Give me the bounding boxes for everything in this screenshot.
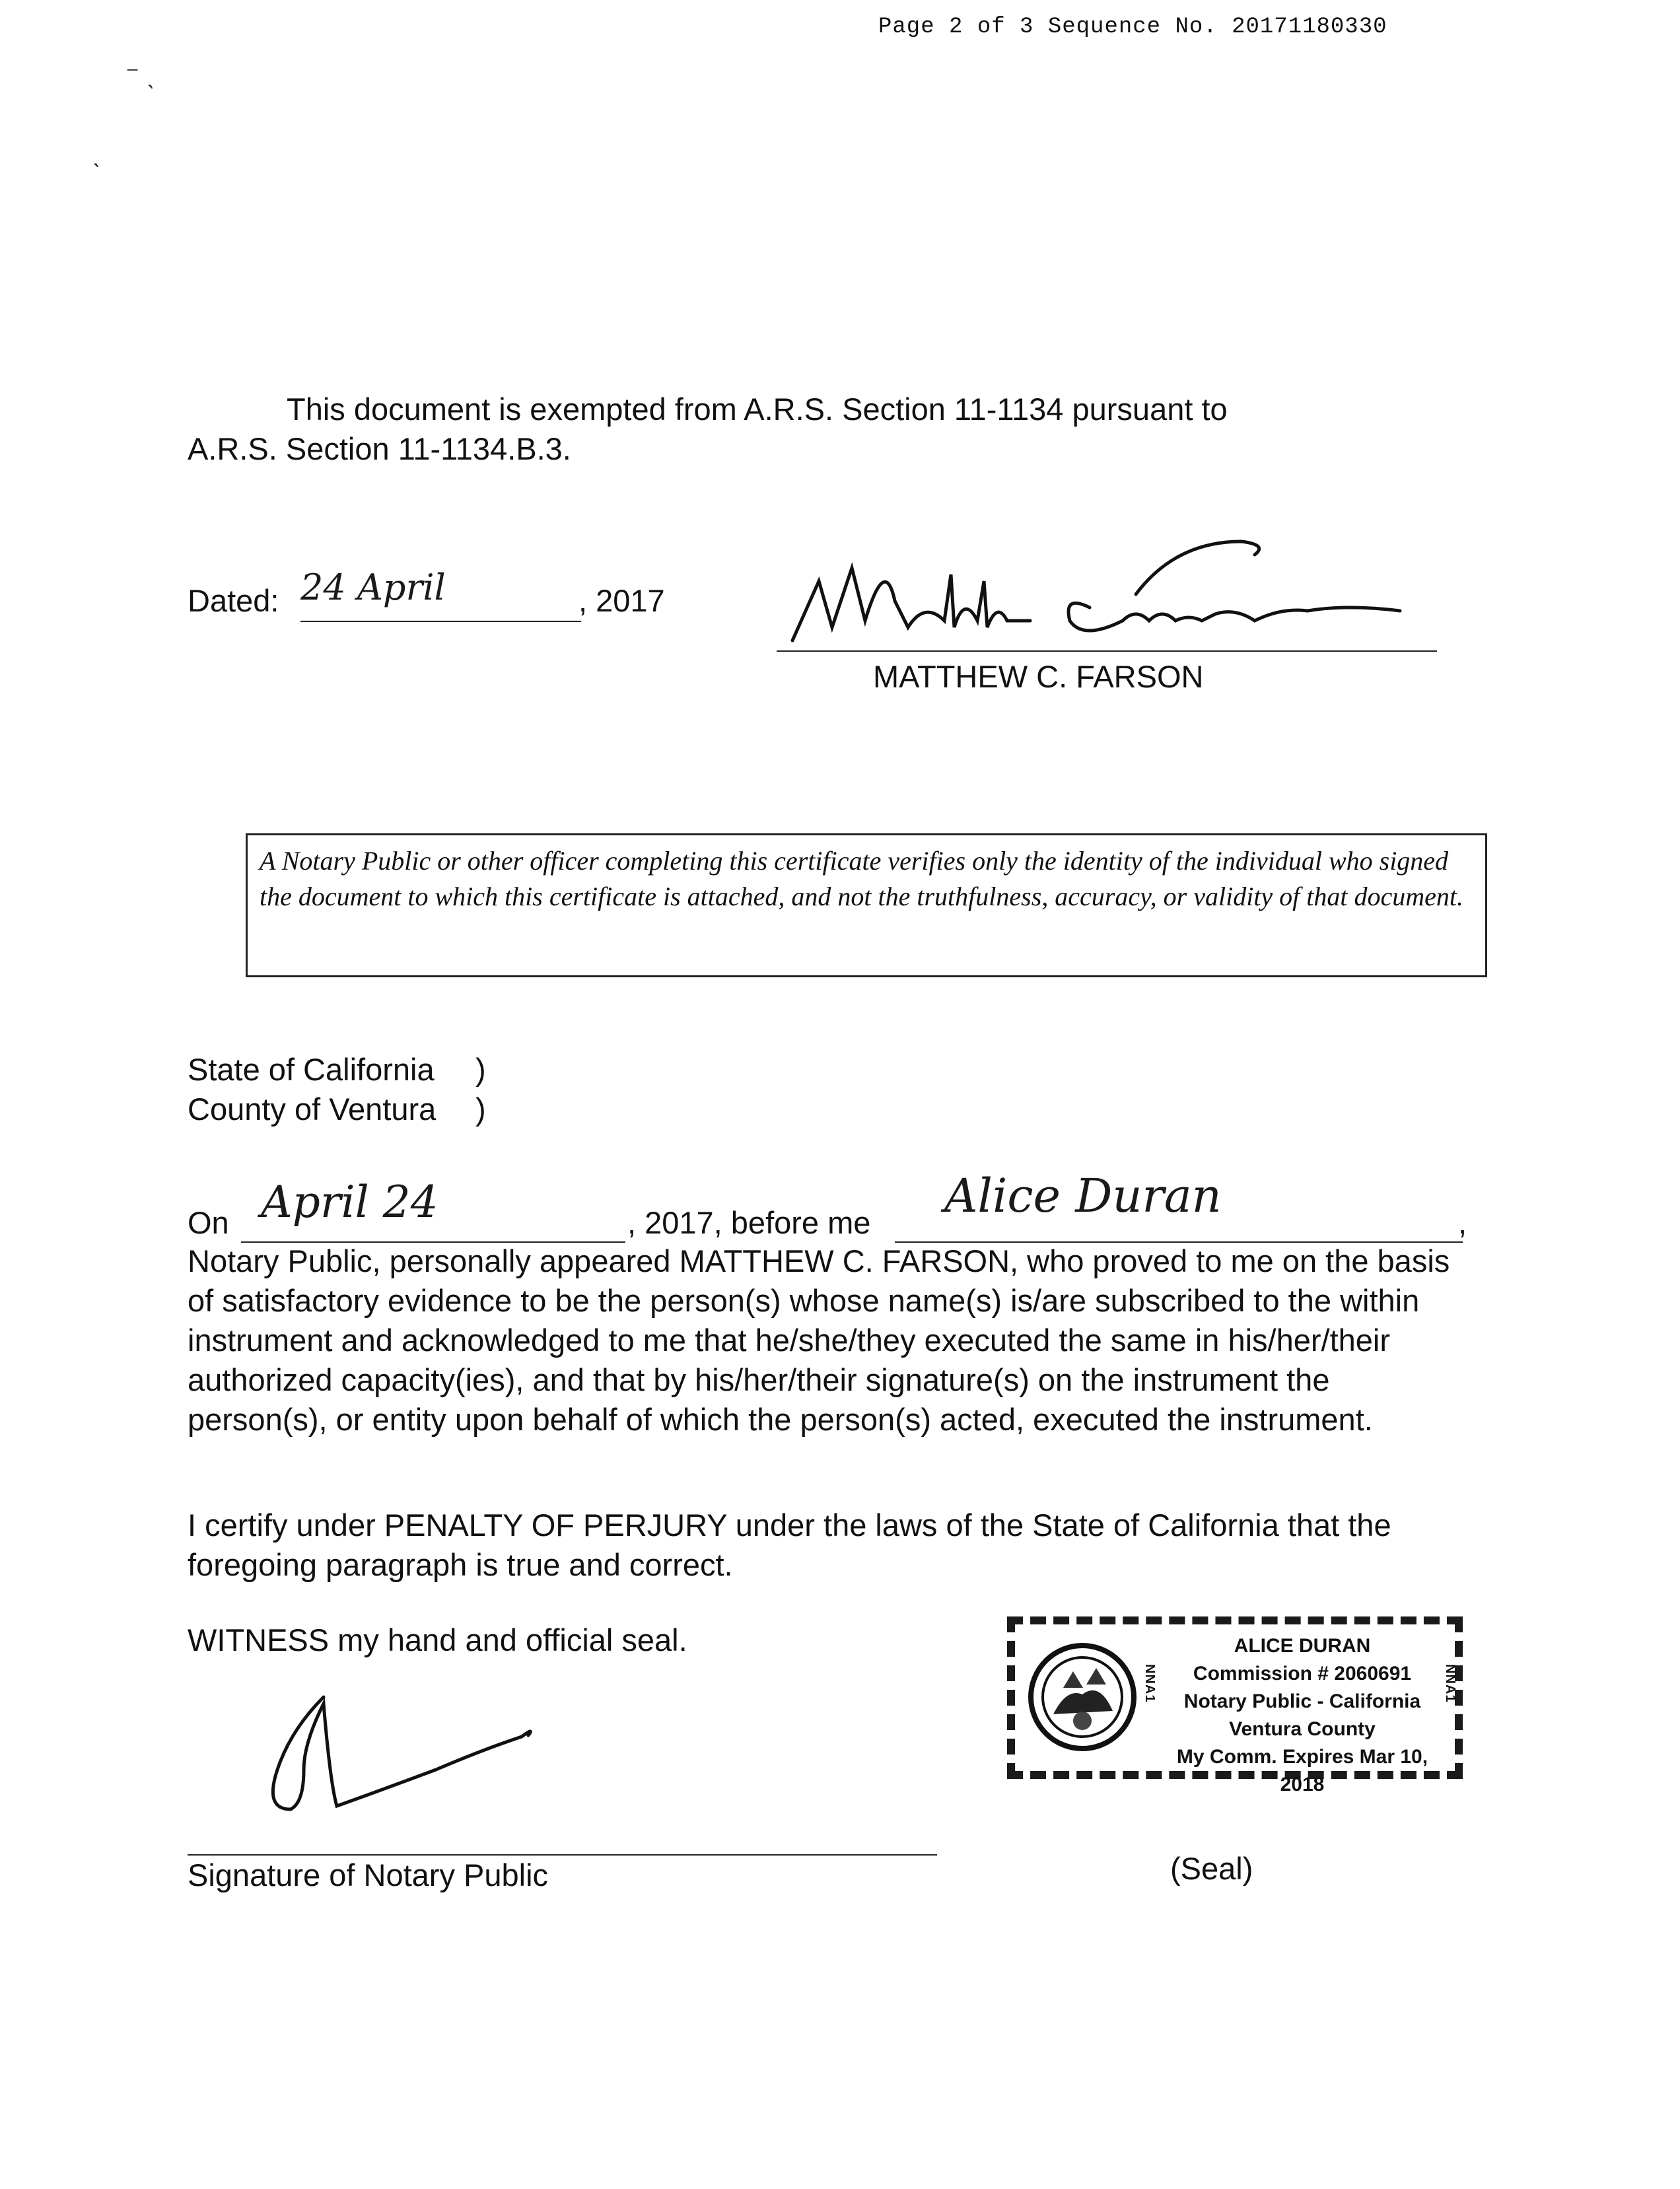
venue-state: State of California xyxy=(188,1052,435,1087)
dated-blank-line xyxy=(300,621,581,622)
signer-signature xyxy=(779,528,1413,654)
seal-title: Notary Public - California xyxy=(1183,1690,1421,1712)
dated-label: Dated: xyxy=(188,583,279,618)
signer-name: MATTHEW C. FARSON xyxy=(873,659,1204,694)
before-me-text: , 2017, before me xyxy=(627,1205,871,1240)
on-label: On xyxy=(188,1205,229,1240)
notary-signature-label: Signature of Notary Public xyxy=(188,1858,549,1893)
seal-notary-name: ALICE DURAN xyxy=(1234,1635,1371,1657)
scan-speck: ˎ xyxy=(92,139,102,168)
seal-label: (Seal) xyxy=(1170,1851,1253,1886)
comma: , xyxy=(1458,1205,1467,1240)
dated-year: , 2017 xyxy=(578,583,665,618)
notary-seal-stamp xyxy=(1007,1616,1463,1795)
seal-expiration: My Comm. Expires Mar 10, 2018 xyxy=(1176,1746,1428,1795)
seal-text-block xyxy=(1157,1632,1448,1799)
exemption-statement xyxy=(188,390,1442,469)
california-seal-emblem xyxy=(1027,1642,1138,1753)
perjury-certification: I certify under PENALTY OF PERJURY under the laws of the State of California that the foregoing paragraph is true and correct. xyxy=(188,1508,1391,1582)
notary-notice-box: A Notary Public or other officer completing this certificate verifies only the identity of the individual who signed the document to which this certificate is attached, and not the truthfulness, accuracy, or validity of that document. xyxy=(246,833,1487,977)
dated-handwritten-date: 24 April xyxy=(300,567,446,608)
venue-county: County of Ventura xyxy=(188,1092,437,1127)
signer-signature-line xyxy=(777,650,1437,652)
seal-commission-number: Commission # 2060691 xyxy=(1193,1663,1412,1685)
page-sequence-header: Page 2 of 3 Sequence No. 20171180330 xyxy=(878,15,1387,40)
exemption-line-1: This document is exempted from A.R.S. Section 11-1134 pursuant to xyxy=(287,392,1228,427)
venue-paren: ) xyxy=(475,1092,486,1127)
seal-side-text: NNA1 xyxy=(1142,1664,1157,1703)
witness-statement: WITNESS my hand and official seal. xyxy=(188,1622,687,1657)
exemption-line-2: A.R.S. Section 11-1134.B.3. xyxy=(188,431,571,466)
seal-side-text: NNA1 xyxy=(1443,1664,1457,1703)
seal-county: Ventura County xyxy=(1229,1718,1376,1740)
notary-signature xyxy=(251,1690,555,1823)
acknowledgment-paragraph: Notary Public, personally appeared MATTHEW C. FARSON, who proved to me on the basis of satisfactory evidence to be the person(s) whose name(s) is/are subscribed to the within instrument and acknowledged to me that he/she/they executed the same in his/her/their authorized capacity(ies), and that by his/her/their signature(s) on the instrument the person(s), or entity upon behalf of which the person(s) acted, executed the instrument. xyxy=(188,1243,1450,1437)
acknowledgment-handwritten-date: April 24 xyxy=(261,1177,438,1228)
scan-speck: ⁻ ˎ xyxy=(125,60,156,89)
notary-handwritten-name: Alice Duran xyxy=(944,1169,1222,1223)
venue-paren: ) xyxy=(475,1052,486,1087)
